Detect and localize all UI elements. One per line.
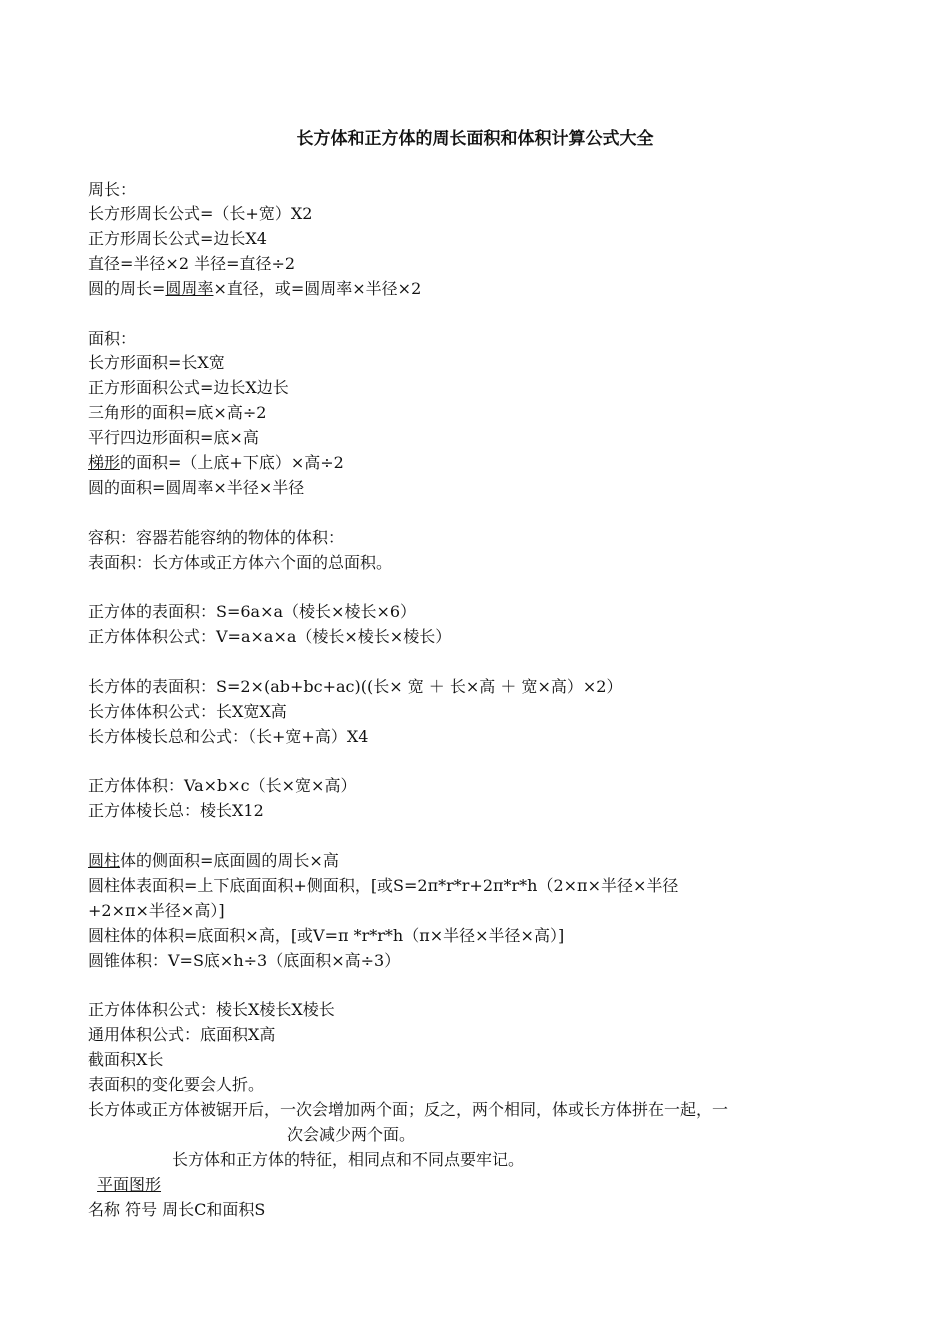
cube-volume-edges: 正方体体积公式：棱长X棱长X棱长 xyxy=(88,1000,335,1019)
parallelogram-area: 平行四边形面积=底×高 xyxy=(88,428,259,447)
perimeter-heading: 周长： xyxy=(88,180,137,199)
cuboid-edges: 长方体棱长总和公式：（长+宽+高）X4 xyxy=(88,727,369,746)
triangle-area: 三角形的面积=底×高÷2 xyxy=(88,403,267,422)
rect-area: 长方形面积=长X宽 xyxy=(88,353,225,372)
cylinder-volume: 圆柱体的体积=底面积×高，[或V=π *r*r*h（π×半径×半径×高）] xyxy=(88,926,565,945)
saw-line1: 长方体或正方体被锯开后，一次会增加两个面；反之，两个相同，体或长方体拼在一起，一 xyxy=(88,1100,729,1119)
trapezoid-area-suffix: 的面积=（上底+下底）×高÷2 xyxy=(120,453,344,472)
cube-edges: 正方体棱长总：棱长X12 xyxy=(88,801,264,820)
circle-perimeter-prefix: 圆的周长= xyxy=(88,279,166,298)
surface-change: 表面积的变化要会人折。 xyxy=(88,1075,265,1094)
capacity-definition: 容积：容器若能容纳的物体的体积： xyxy=(88,528,345,547)
plane-figures-link[interactable]: 平面图形 xyxy=(97,1175,162,1194)
cube-volume-abc: 正方体体积：Va×b×c（长×宽×高） xyxy=(88,776,357,795)
cone-volume: 圆锥体积：V=S底×h÷3（底面积×高÷3） xyxy=(88,951,401,970)
area-heading: 面积： xyxy=(88,329,137,348)
table-header: 名称 符号 周长C和面积S xyxy=(88,1200,266,1219)
square-perimeter: 正方形周长公式=边长X4 xyxy=(88,229,267,248)
general-volume: 通用体积公式：底面积X高 xyxy=(88,1025,276,1044)
cylinder-lateral-suffix: 体的侧面积=底面圆的周长×高 xyxy=(120,851,339,870)
cylinder-surface-line2: +2×π×半径×高）] xyxy=(88,901,225,920)
cylinder-link[interactable]: 圆柱 xyxy=(88,851,121,870)
cuboid-volume: 长方体体积公式：长X宽X高 xyxy=(88,702,287,721)
circle-perimeter xyxy=(88,277,421,301)
pi-link[interactable]: 圆周率 xyxy=(165,279,214,298)
document-title: 长方体和正方体的周长面积和体积计算公式大全 xyxy=(296,129,654,149)
surface-definition: 表面积：长方体或正方体六个面的总面积。 xyxy=(88,553,393,572)
cube-surface: 正方体的表面积：S=6a×a（棱长×棱长×6） xyxy=(88,602,417,621)
cylinder-lateral xyxy=(88,849,339,873)
cylinder-surface-line1: 圆柱体表面积=上下底面面积+侧面积，[或S=2π*r*r+2π*r*h（2×π×半径×半径 xyxy=(88,876,679,895)
features-note: 长方体和正方体的特征，相同点和不同点要牢记。 xyxy=(172,1150,525,1169)
cube-volume: 正方体体积公式：V=a×a×a（棱长×棱长×棱长） xyxy=(88,627,452,646)
trapezoid-area xyxy=(88,451,344,475)
circle-perimeter-suffix: ×直径，或=圆周率×半径×2 xyxy=(213,279,422,298)
circle-area: 圆的面积=圆周率×半径×半径 xyxy=(88,478,305,497)
saw-line2: 次会减少两个面。 xyxy=(287,1125,416,1144)
rect-perimeter: 长方形周长公式=（长+宽）X2 xyxy=(88,204,313,223)
diameter-radius: 直径=半径×2 半径=直径÷2 xyxy=(88,254,296,273)
trapezoid-link[interactable]: 梯形 xyxy=(88,453,121,472)
cuboid-surface: 长方体的表面积：S=2×(ab+bc+ac)((长× 宽 ＋ 长×高 ＋ 宽×高）×2） xyxy=(88,677,623,696)
section-area: 截面积X长 xyxy=(88,1050,164,1069)
square-area: 正方形面积公式=边长X边长 xyxy=(88,378,289,397)
